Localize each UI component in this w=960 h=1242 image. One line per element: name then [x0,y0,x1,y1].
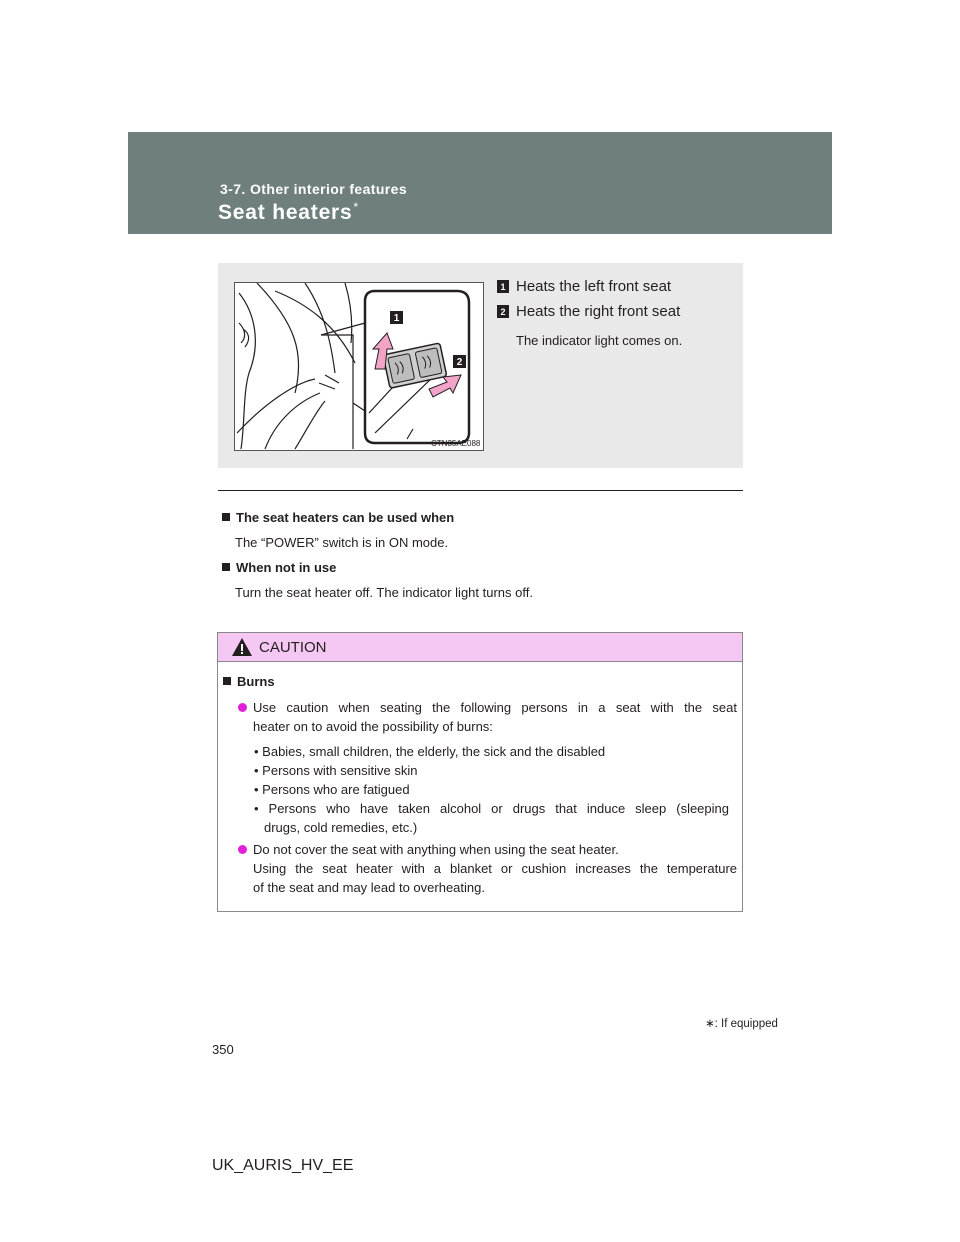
note-body-not-in-use: Turn the seat heater off. The indicator light turns off. [235,585,533,600]
caution-bullet-2-line-2: Using the seat heater with a blanket or cushion increases the temperature [253,861,737,876]
callout-left-seat [497,278,671,295]
caution-bullet-2-line-3: of the seat and may lead to overheating. [253,880,485,895]
bullet-dot-icon [238,845,247,854]
note-heading-not-in-use: When not in use [222,560,336,575]
person-item-2: • Persons with sensitive skin [254,763,418,778]
caution-bullet-2-line-1: Do not cover the seat with anything when using the seat heater. [238,840,619,859]
seat-heater-switch-illustration [234,282,484,451]
caution-title: CAUTION [259,639,327,656]
equipped-mark: * [353,200,359,214]
document-code: UK_AURIS_HV_EE [212,1157,354,1174]
callout-number-2: 2 [497,305,509,318]
note-body-usable: The “POWER” switch is in ON mode. [235,535,449,550]
section-label: 3-7. Other interior features [220,181,408,197]
person-item-4-line-1: • Persons who have taken alcohol or drugs that induce sleep (sleeping [254,801,729,816]
callout-right-seat [497,303,680,320]
illustration-drawing [235,283,483,450]
indicator-note: The indicator light comes on. [516,333,683,348]
person-item-1: • Babies, small children, the elderly, the sick and the disabled [254,744,606,759]
square-bullet-icon [222,563,230,571]
callout-label-right-seat: Heats the right front seat [516,303,681,320]
page-title [218,200,359,225]
illustration-marker-2: 2 [456,357,463,368]
caution-header [218,633,742,662]
footnote-if-equipped: ∗: If equipped [705,1018,778,1030]
callout-label-left-seat: Heats the left front seat [516,278,672,295]
page-number: 350 [212,1042,234,1057]
warning-triangle-icon [231,637,253,657]
person-item-4-line-2: drugs, cold remedies, etc.) [264,820,418,835]
caution-bullet-1-line-2: heater on to avoid the possibility of burns: [253,719,493,734]
square-bullet-icon [222,513,230,521]
square-bullet-icon [223,677,231,685]
caution-bullet-1-line-1: Use caution when seating the following persons in a seat with the seat [238,698,737,717]
person-item-3: • Persons who are fatigued [254,782,410,797]
bullet-dot-icon [238,703,247,712]
section-divider [218,490,743,491]
figure-code: CTN35AE088 [431,439,481,448]
illustration-marker-1: 1 [393,313,400,324]
note-heading-usable: The seat heaters can be used when [222,510,454,525]
page-title-text: Seat heaters [218,201,353,224]
caution-heading: Burns [223,672,275,691]
callout-number-1: 1 [497,280,509,293]
